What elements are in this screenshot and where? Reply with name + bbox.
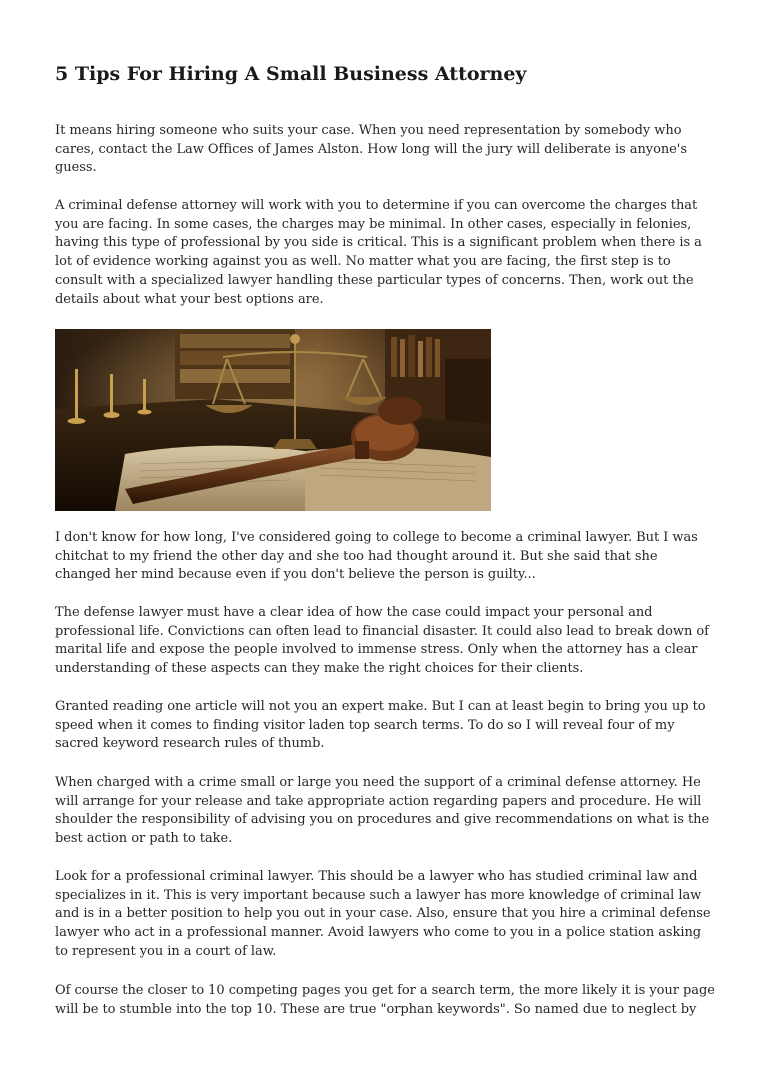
page-title: 5 Tips For Hiring A Small Business Attorney <box>55 63 527 85</box>
paragraph-3: I don't know for how long, I've considered going to college to become a criminal lawyer. But I was chitchat to my friend the other day and she too had thought around it. But she said that she changed her mind because even if you don't believe the person is guilty... <box>55 530 698 583</box>
justice-scales-gavel-image <box>55 329 491 511</box>
paragraph-6: When charged with a crime small or large you need the support of a criminal defense attorney. He will arrange for your release and take appropriate action regarding papers and procedure. He will shoulder the responsibility of advising you on procedures and give recommendations on what is the best action or path to take. <box>55 775 710 847</box>
paragraph-8: Of course the closer to 10 competing pages you get for a search term, the more likely it is your page will be to stumble into the top 10. These are true "orphan keywords". So named due to neglect by <box>55 983 715 1017</box>
paragraph-1: It means hiring someone who suits your case. When you need representation by somebody who cares, contact the Law Offices of James Alston. How long will the jury will deliberate is anyone's guess. <box>55 123 687 176</box>
paragraph-7: Look for a professional criminal lawyer. This should be a lawyer who has studied criminal law and specializes in it. This is very important because such a lawyer has more knowledge of criminal law and is in a better position to help you out in your case. Also, ensure that you hire a criminal defense lawyer who act in a professional manner. Avoid lawyers who come to you in a police station asking to represent you in a court of law. <box>55 869 711 959</box>
paragraph-4: The defense lawyer must have a clear idea of how the case could impact your personal and professional life. Convictions can often lead to financial disaster. It could also lead to break down of marital life and expose the people involved to immense stress. Only when the attorney has a clear understanding of these aspects can they make the right choices for their clients. <box>55 605 709 677</box>
paragraph-2: A criminal defense attorney will work with you to determine if you can overcome the charges that you are facing. In some cases, the charges may be minimal. In other cases, especially in felonies, having this type of professional by you side is critical. This is a significant problem when there is a lot of evidence working against you as well. No matter what you are facing, the first step is to consult with a specialized lawyer handling these particular types of concerns. Then, work out the details about what your best options are. <box>55 198 702 307</box>
paragraph-5: Granted reading one article will not you an expert make. But I can at least begin to bring you up to speed when it comes to finding visitor laden top search terms. To do so I will reveal four of my sacred keyword research rules of thumb. <box>55 699 706 752</box>
